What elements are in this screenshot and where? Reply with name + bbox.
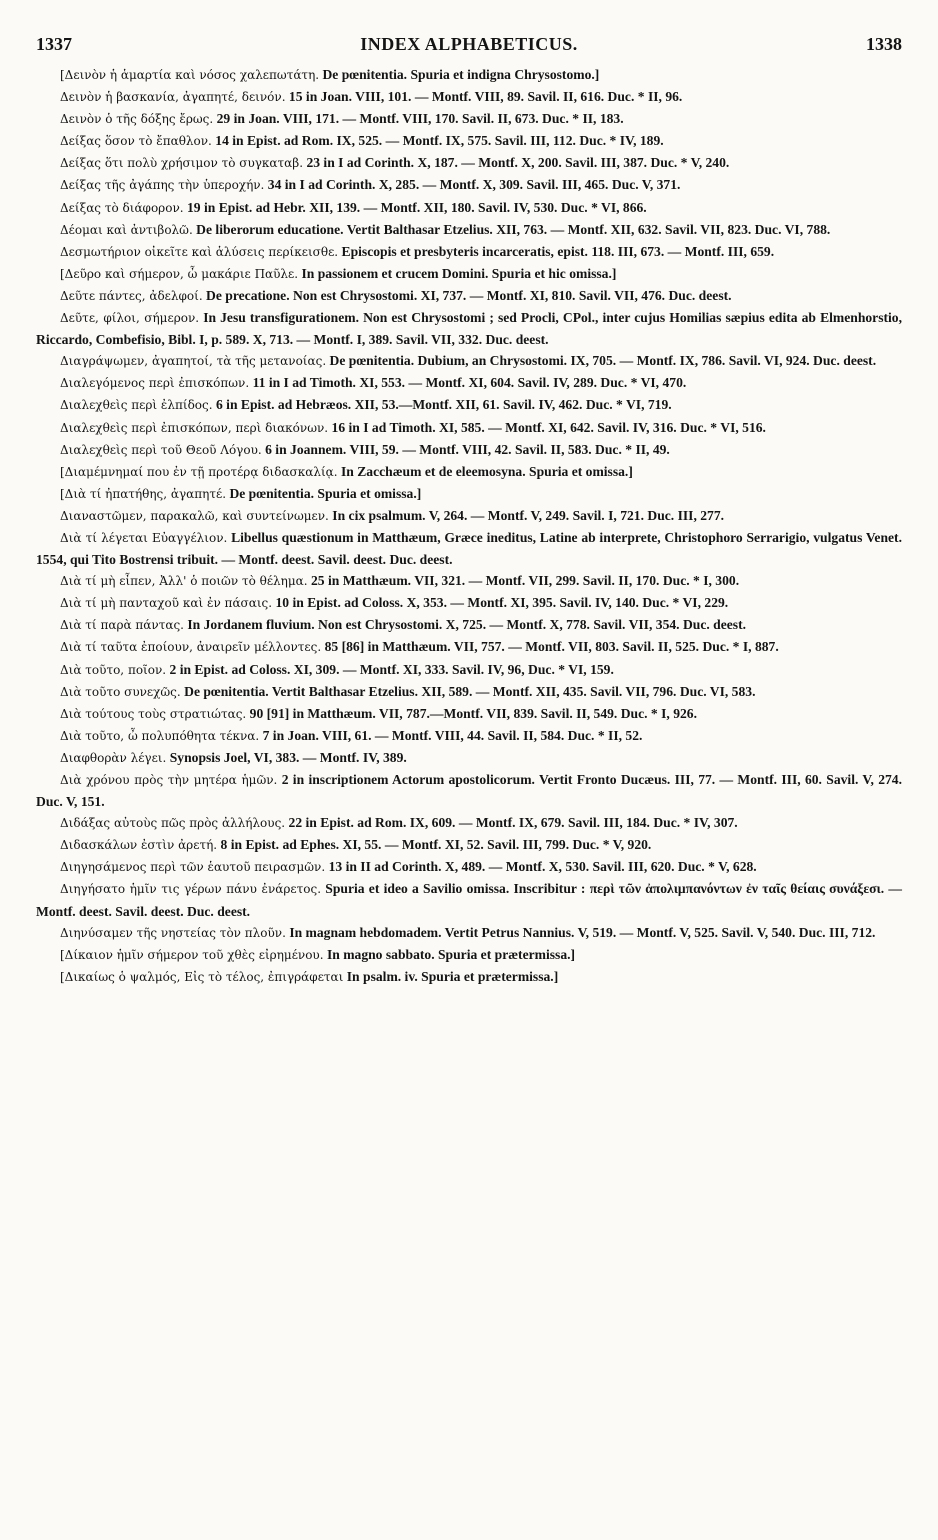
- entry-reference: De pœnitentia. Spuria et indigna Chrysostomo.]: [322, 67, 600, 82]
- entry-reference: 13 in II ad Corinth. X, 489. — Montf. X, 530. Savil. III, 620. Duc. * V, 628.: [328, 859, 757, 875]
- index-entry: [36, 944, 902, 966]
- entry-reference: De pœnitentia. Dubium, an Chrysostomi. IX, 705. — Montf. IX, 786. Savil. VI, 924. Duc. deest.: [329, 353, 877, 369]
- index-entry: [36, 285, 902, 307]
- index-entry: [36, 394, 902, 416]
- entry-reference: In Zacchæum et de eleemosyna. Spuria et omissa.]: [340, 463, 633, 479]
- index-entry: [36, 263, 902, 285]
- entry-incipit: Διὰ τί παρὰ πάντας.: [60, 618, 184, 633]
- entry-incipit: Διὰ τί ταῦτα ἐποίουν, ἀναιρεῖν μέλλοντες.: [60, 640, 322, 655]
- index-entry: [36, 417, 902, 439]
- entry-incipit: Διαλεχθεὶς περὶ τοῦ Θεοῦ Λόγου.: [60, 442, 262, 457]
- entry-incipit: Διηνύσαμεν τῆς νηστείας τὸν πλοῦν.: [60, 925, 286, 940]
- entry-reference: Spuria et ideo a Savilio omissa. Inscribitur : περὶ τῶν ἀπολιμπανόντων ἐν ταῖς θείαις συνάξεσι. — Montf. deest. Savil. deest. Duc. deest.: [36, 881, 902, 919]
- entry-incipit: Διδασκάλων ἐστὶν ἀρετή.: [60, 838, 218, 853]
- entry-reference: 19 in Epist. ad Hebr. XII, 139. — Montf. XII, 180. Savil. IV, 530. Duc. * VI, 866.: [186, 199, 647, 215]
- entry-incipit: Διὰ τί λέγεται Εὐαγγέλιον.: [60, 530, 228, 545]
- entry-incipit: Διηγήσατο ἡμῖν τις γέρων πάνυ ἐνάρετος.: [60, 882, 322, 897]
- entry-reference: De liberorum educatione. Vertit Balthasar Etzelius. XII, 763. — Montf. XII, 632. Savil. VII, 823. Duc. VI, 788.: [196, 221, 831, 237]
- index-entry: [36, 219, 902, 241]
- entry-incipit: Δείξας τῆς ἀγάπης τὴν ὑπεροχήν.: [60, 178, 265, 193]
- entry-reference: In Jordanem fluvium. Non est Chrysostomi. X, 725. — Montf. X, 778. Savil. VII, 354. Duc. deest.: [187, 617, 747, 633]
- index-entry: [36, 725, 902, 747]
- entry-reference: 14 in Epist. ad Rom. IX, 525. — Montf. IX, 575. Savil. III, 112. Duc. * IV, 189.: [215, 133, 664, 149]
- index-entry: [36, 636, 902, 658]
- index-entry: [36, 922, 902, 944]
- entry-reference: In cix psalmum. V, 264. — Montf. V, 249. Savil. I, 721. Duc. III, 277.: [332, 507, 725, 523]
- index-entry: [36, 812, 902, 834]
- index-entry: [36, 152, 902, 174]
- entry-reference: Synopsis Joel, VI, 383. — Montf. IV, 389.: [169, 749, 407, 765]
- entry-reference: 2 in inscriptionem Actorum apostolicorum. Vertit Fronto Ducæus. III, 77. — Montf. III, 60. Savil. V, 274. Duc. V, 151.: [36, 772, 902, 810]
- entry-incipit: Δεινὸν ἡ βασκανία, ἀγαπητέ, δεινόν.: [60, 90, 286, 105]
- index-entry: [36, 703, 902, 725]
- index-entry: [36, 372, 902, 394]
- entry-reference: 6 in Epist. ad Hebræos. XII, 53.—Montf. XII, 61. Savil. IV, 462. Duc. * VI, 719.: [215, 397, 672, 413]
- entry-incipit: Διαναστῶμεν, παρακαλῶ, καὶ συντείνωμεν.: [60, 508, 329, 523]
- entry-reference: In passionem et crucem Domini. Spuria et hic omissa.]: [301, 265, 617, 281]
- entry-incipit: [Δεινὸν ἡ ἁμαρτία καὶ νόσος χαλεπωτάτη.: [60, 68, 320, 82]
- entry-reference: 29 in Joan. VIII, 171. — Montf. VIII, 170. Savil. II, 673. Duc. * II, 183.: [216, 111, 624, 127]
- entry-reference: 10 in Epist. ad Coloss. X, 353. — Montf. XI, 395. Savil. IV, 140. Duc. * VI, 229.: [275, 595, 729, 611]
- entry-reference: 23 in I ad Corinth. X, 187. — Montf. X, 200. Savil. III, 387. Duc. * V, 240.: [306, 155, 730, 171]
- entry-reference: In Jesu transfigurationem. Non est Chrysostomi ; sed Procli, CPol., inter cujus Homilias sæpius edita ab Elmenhorstio, Riccardo, Combefisio, Bibl. I, p. 589. X, 713. — Montf. I, 389. Savil. VII, 332. Duc. deest.: [36, 310, 903, 348]
- page-number-right: 1338: [865, 34, 902, 54]
- entry-reference: De pœnitentia. Vertit Balthasar Etzelius. XII, 589. — Montf. XII, 435. Savil. VII, 796. Duc. VI, 583.: [184, 683, 756, 699]
- entry-reference: In psalm. iv. Spuria et prætermissa.]: [346, 968, 559, 984]
- index-entry: [36, 614, 902, 636]
- entry-reference: 85 [86] in Matthæum. VII, 757. — Montf. VII, 803. Savil. II, 525. Duc. * I, 887.: [324, 639, 779, 655]
- entry-reference: 22 in Epist. ad Rom. IX, 609. — Montf. IX, 679. Savil. III, 184. Duc. * IV, 307.: [288, 815, 738, 831]
- entry-incipit: Δέομαι καὶ ἀντιβολῶ.: [60, 222, 193, 237]
- entry-incipit: [Διαμέμνημαί που ἐν τῇ προτέρᾳ διδασκαλίᾳ.: [60, 464, 338, 479]
- entry-reference: 2 in Epist. ad Coloss. XI, 309. — Montf. XI, 333. Savil. IV, 96, Duc. * VI, 159.: [169, 661, 614, 677]
- page-number-left: 1337: [36, 34, 72, 54]
- index-entry: [36, 527, 902, 570]
- entry-incipit: Δείξας ὅτι πολὺ χρήσιμον τὸ συγκαταβ.: [60, 156, 304, 171]
- entry-reference: 25 in Matthæum. VII, 321. — Montf. VII, 299. Savil. II, 170. Duc. * I, 300.: [310, 573, 740, 589]
- entry-incipit: Δεῦτε πάντες, ἀδελφοί.: [60, 288, 203, 303]
- index-entry: [36, 834, 902, 856]
- entry-reference: 90 [91] in Matthæum. VII, 787.—Montf. VII, 839. Savil. II, 549. Duc. * I, 926.: [249, 705, 698, 721]
- index-entry: [36, 307, 902, 350]
- entry-incipit: Διὰ τοῦτο, ποῖον.: [60, 662, 167, 677]
- index-entry: [36, 856, 902, 878]
- entry-incipit: Δεῦτε, φίλοι, σήμερον.: [60, 311, 200, 326]
- entry-reference: Episcopis et presbyteris incarceratis, epist. 118. III, 673. — Montf. III, 659.: [341, 243, 775, 259]
- entry-incipit: Δεσμωτήριον οἰκεῖτε καὶ ἁλύσεις περίκεισθε.: [60, 244, 339, 259]
- index-entries: [36, 64, 902, 988]
- entry-reference: 15 in Joan. VIII, 101. — Montf. VIII, 89. Savil. II, 616. Duc. * II, 96.: [288, 89, 683, 105]
- index-entry: [36, 483, 902, 505]
- index-entry: [36, 461, 902, 483]
- entry-incipit: Διαφθορὰν λέγει.: [60, 750, 167, 765]
- entry-incipit: Διὰ τί μὴ πανταχοῦ καὶ ἐν πάσαις.: [60, 596, 273, 611]
- entry-reference: De precatione. Non est Chrysostomi. XI, 737. — Montf. XI, 810. Savil. VII, 476. Duc. deest.: [206, 287, 732, 303]
- index-entry: [36, 505, 902, 527]
- entry-reference: De pœnitentia. Spuria et omissa.]: [229, 485, 422, 501]
- entry-incipit: Διηγησάμενος περὶ τῶν ἑαυτοῦ πειρασμῶν.: [60, 860, 326, 875]
- page-title: INDEX ALPHABETICUS.: [360, 34, 578, 54]
- entry-reference: In magnam hebdomadem. Vertit Petrus Nannius. V, 519. — Montf. V, 525. Savil. V, 540. Duc. III, 712.: [289, 924, 876, 940]
- entry-incipit: Διὰ τούτους τοὺς στρατιώτας.: [60, 706, 247, 721]
- entry-incipit: Διαγράψωμεν, ἀγαπητοί, τὰ τῆς μετανοίας.: [60, 354, 327, 369]
- entry-incipit: Διαλεχθεὶς περὶ ἐπισκόπων, περὶ διακόνων.: [60, 420, 329, 435]
- entry-incipit: Δείξας ὅσον τὸ ἔπαθλον.: [60, 134, 212, 149]
- entry-reference: 34 in I ad Corinth. X, 285. — Montf. X, 309. Savil. III, 465. Duc. V, 371.: [267, 177, 681, 193]
- entry-incipit: [Δεῦρο καὶ σήμερον, ὦ μακάριε Παῦλε.: [60, 266, 299, 281]
- entry-reference: Libellus quæstionum in Matthæum, Græce ineditus, Latine ab interprete, Christophoro Serrarigio, vulgatus Venet. 1554, qui Tito Bostrensi tribuit. — Montf. deest. Savil. deest. Duc. deest.: [36, 529, 902, 568]
- entry-incipit: Δεινὸν ὁ τῆς δόξης ἔρως.: [60, 112, 214, 127]
- entry-reference: In magno sabbato. Spuria et prætermissa.]: [326, 946, 576, 962]
- index-entry: [36, 130, 902, 152]
- entry-reference: 8 in Epist. ad Ephes. XI, 55. — Montf. XI, 52. Savil. III, 799. Duc. * V, 920.: [220, 837, 652, 853]
- entry-incipit: [Δικαίως ὁ ψαλμός, Εἰς τὸ τέλος, ἐπιγράφεται: [60, 969, 344, 984]
- entry-incipit: Διὰ τοῦτο συνεχῶς.: [60, 684, 181, 699]
- index-entry: [36, 86, 902, 108]
- index-entry: [36, 681, 902, 703]
- index-entry: [36, 878, 902, 921]
- index-entry: [36, 659, 902, 681]
- entry-incipit: Διδάξας αὐτοὺς πῶς πρὸς ἀλλήλους.: [60, 816, 286, 831]
- entry-incipit: Διαλεγόμενος περὶ ἐπισκόπων.: [60, 376, 250, 391]
- index-entry: [36, 769, 902, 812]
- entry-incipit: Διὰ χρόνου πρὸς τὴν μητέρα ἡμῶν.: [60, 773, 278, 787]
- index-entry: [36, 64, 902, 86]
- entry-reference: 11 in I ad Timoth. XI, 553. — Montf. XI, 604. Savil. IV, 289. Duc. * VI, 470.: [252, 375, 687, 391]
- index-entry: [36, 439, 902, 461]
- index-entry: [36, 241, 902, 263]
- running-header: [36, 34, 902, 56]
- index-entry: [36, 108, 902, 130]
- entry-reference: 7 in Joan. VIII, 61. — Montf. VIII, 44. Savil. II, 584. Duc. * II, 52.: [262, 727, 643, 743]
- index-entry: [36, 966, 902, 988]
- entry-incipit: Διαλεχθεὶς περὶ ἐλπίδος.: [60, 398, 213, 413]
- index-entry: [36, 570, 902, 592]
- index-entry: [36, 174, 902, 196]
- entry-reference: 6 in Joannem. VIII, 59. — Montf. VIII, 42. Savil. II, 583. Duc. * II, 49.: [265, 441, 670, 457]
- entry-incipit: Διὰ τί μὴ εἶπεν, Ἀλλ' ὁ ποιῶν τὸ θέλημα.: [60, 574, 308, 589]
- index-entry: [36, 350, 902, 372]
- entry-incipit: Δείξας τὸ διάφορον.: [60, 200, 184, 215]
- index-entry: [36, 747, 902, 769]
- entry-incipit: [Διὰ τί ἠπατήθης, ἀγαπητέ.: [60, 486, 227, 501]
- entry-reference: 16 in I ad Timoth. XI, 585. — Montf. XI, 642. Savil. IV, 316. Duc. * VI, 516.: [331, 419, 766, 435]
- index-entry: [36, 592, 902, 614]
- index-entry: [36, 197, 902, 219]
- entry-incipit: Διὰ τοῦτο, ὦ πολυπόθητα τέκνα.: [60, 728, 260, 743]
- entry-incipit: [Δίκαιον ἡμῖν σήμερον τοῦ χθὲς εἰρημένου.: [60, 947, 324, 962]
